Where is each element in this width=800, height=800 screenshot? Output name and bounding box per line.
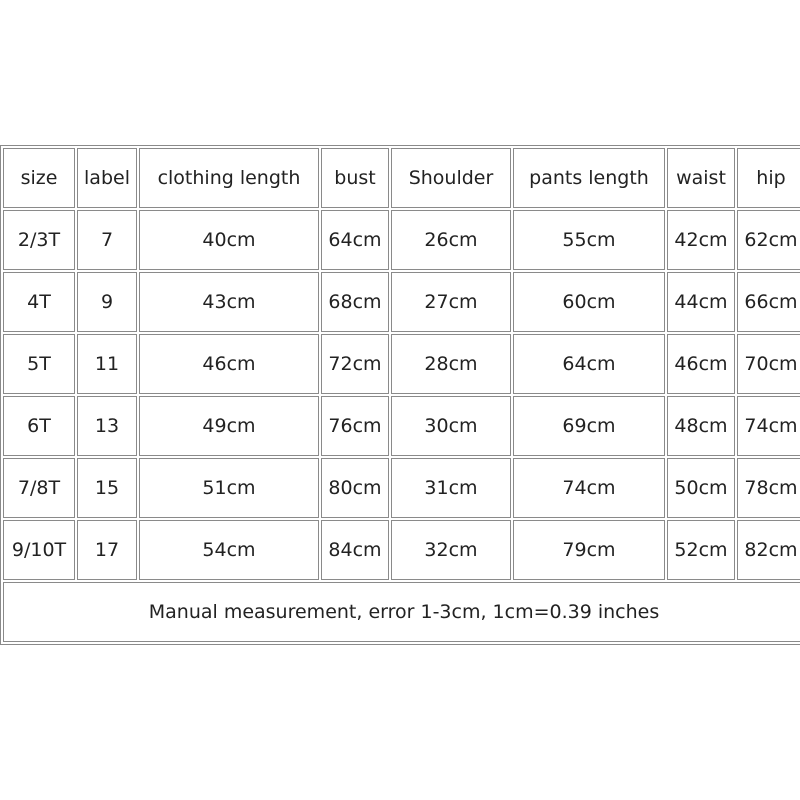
header-bust: bust bbox=[321, 148, 389, 208]
cell-size: 6T bbox=[3, 396, 75, 456]
cell-waist: 44cm bbox=[667, 272, 735, 332]
cell-pants-length: 64cm bbox=[513, 334, 665, 394]
cell-hip: 70cm bbox=[737, 334, 800, 394]
header-shoulder: Shoulder bbox=[391, 148, 511, 208]
cell-bust: 64cm bbox=[321, 210, 389, 270]
size-chart-table bbox=[0, 145, 800, 645]
cell-bust: 68cm bbox=[321, 272, 389, 332]
cell-size: 5T bbox=[3, 334, 75, 394]
cell-shoulder: 27cm bbox=[391, 272, 511, 332]
cell-label: 15 bbox=[77, 458, 137, 518]
cell-hip: 78cm bbox=[737, 458, 800, 518]
measurement-note: Manual measurement, error 1-3cm, 1cm=0.39 inches bbox=[3, 582, 800, 642]
cell-label: 13 bbox=[77, 396, 137, 456]
cell-hip: 74cm bbox=[737, 396, 800, 456]
table-row bbox=[3, 520, 800, 580]
cell-clothing-length: 40cm bbox=[139, 210, 319, 270]
cell-size: 7/8T bbox=[3, 458, 75, 518]
cell-waist: 50cm bbox=[667, 458, 735, 518]
cell-label: 7 bbox=[77, 210, 137, 270]
cell-label: 9 bbox=[77, 272, 137, 332]
table-row bbox=[3, 396, 800, 456]
cell-clothing-length: 51cm bbox=[139, 458, 319, 518]
cell-clothing-length: 54cm bbox=[139, 520, 319, 580]
header-label: label bbox=[77, 148, 137, 208]
header-row bbox=[3, 148, 800, 208]
header-pants-length: pants length bbox=[513, 148, 665, 208]
cell-size: 2/3T bbox=[3, 210, 75, 270]
cell-pants-length: 60cm bbox=[513, 272, 665, 332]
header-clothing-length: clothing length bbox=[139, 148, 319, 208]
cell-clothing-length: 43cm bbox=[139, 272, 319, 332]
cell-hip: 62cm bbox=[737, 210, 800, 270]
cell-pants-length: 79cm bbox=[513, 520, 665, 580]
note-row bbox=[3, 582, 800, 642]
cell-size: 9/10T bbox=[3, 520, 75, 580]
cell-clothing-length: 46cm bbox=[139, 334, 319, 394]
cell-shoulder: 30cm bbox=[391, 396, 511, 456]
cell-hip: 66cm bbox=[737, 272, 800, 332]
cell-shoulder: 26cm bbox=[391, 210, 511, 270]
table-row bbox=[3, 458, 800, 518]
cell-waist: 52cm bbox=[667, 520, 735, 580]
header-hip: hip bbox=[737, 148, 800, 208]
cell-pants-length: 69cm bbox=[513, 396, 665, 456]
cell-bust: 84cm bbox=[321, 520, 389, 580]
cell-waist: 42cm bbox=[667, 210, 735, 270]
cell-size: 4T bbox=[3, 272, 75, 332]
header-size: size bbox=[3, 148, 75, 208]
cell-shoulder: 31cm bbox=[391, 458, 511, 518]
cell-label: 11 bbox=[77, 334, 137, 394]
cell-bust: 72cm bbox=[321, 334, 389, 394]
cell-shoulder: 32cm bbox=[391, 520, 511, 580]
table-row bbox=[3, 210, 800, 270]
cell-clothing-length: 49cm bbox=[139, 396, 319, 456]
cell-bust: 76cm bbox=[321, 396, 389, 456]
table-row bbox=[3, 272, 800, 332]
cell-pants-length: 55cm bbox=[513, 210, 665, 270]
cell-shoulder: 28cm bbox=[391, 334, 511, 394]
cell-hip: 82cm bbox=[737, 520, 800, 580]
cell-pants-length: 74cm bbox=[513, 458, 665, 518]
cell-bust: 80cm bbox=[321, 458, 389, 518]
cell-label: 17 bbox=[77, 520, 137, 580]
cell-waist: 46cm bbox=[667, 334, 735, 394]
header-waist: waist bbox=[667, 148, 735, 208]
cell-waist: 48cm bbox=[667, 396, 735, 456]
table-row bbox=[3, 334, 800, 394]
